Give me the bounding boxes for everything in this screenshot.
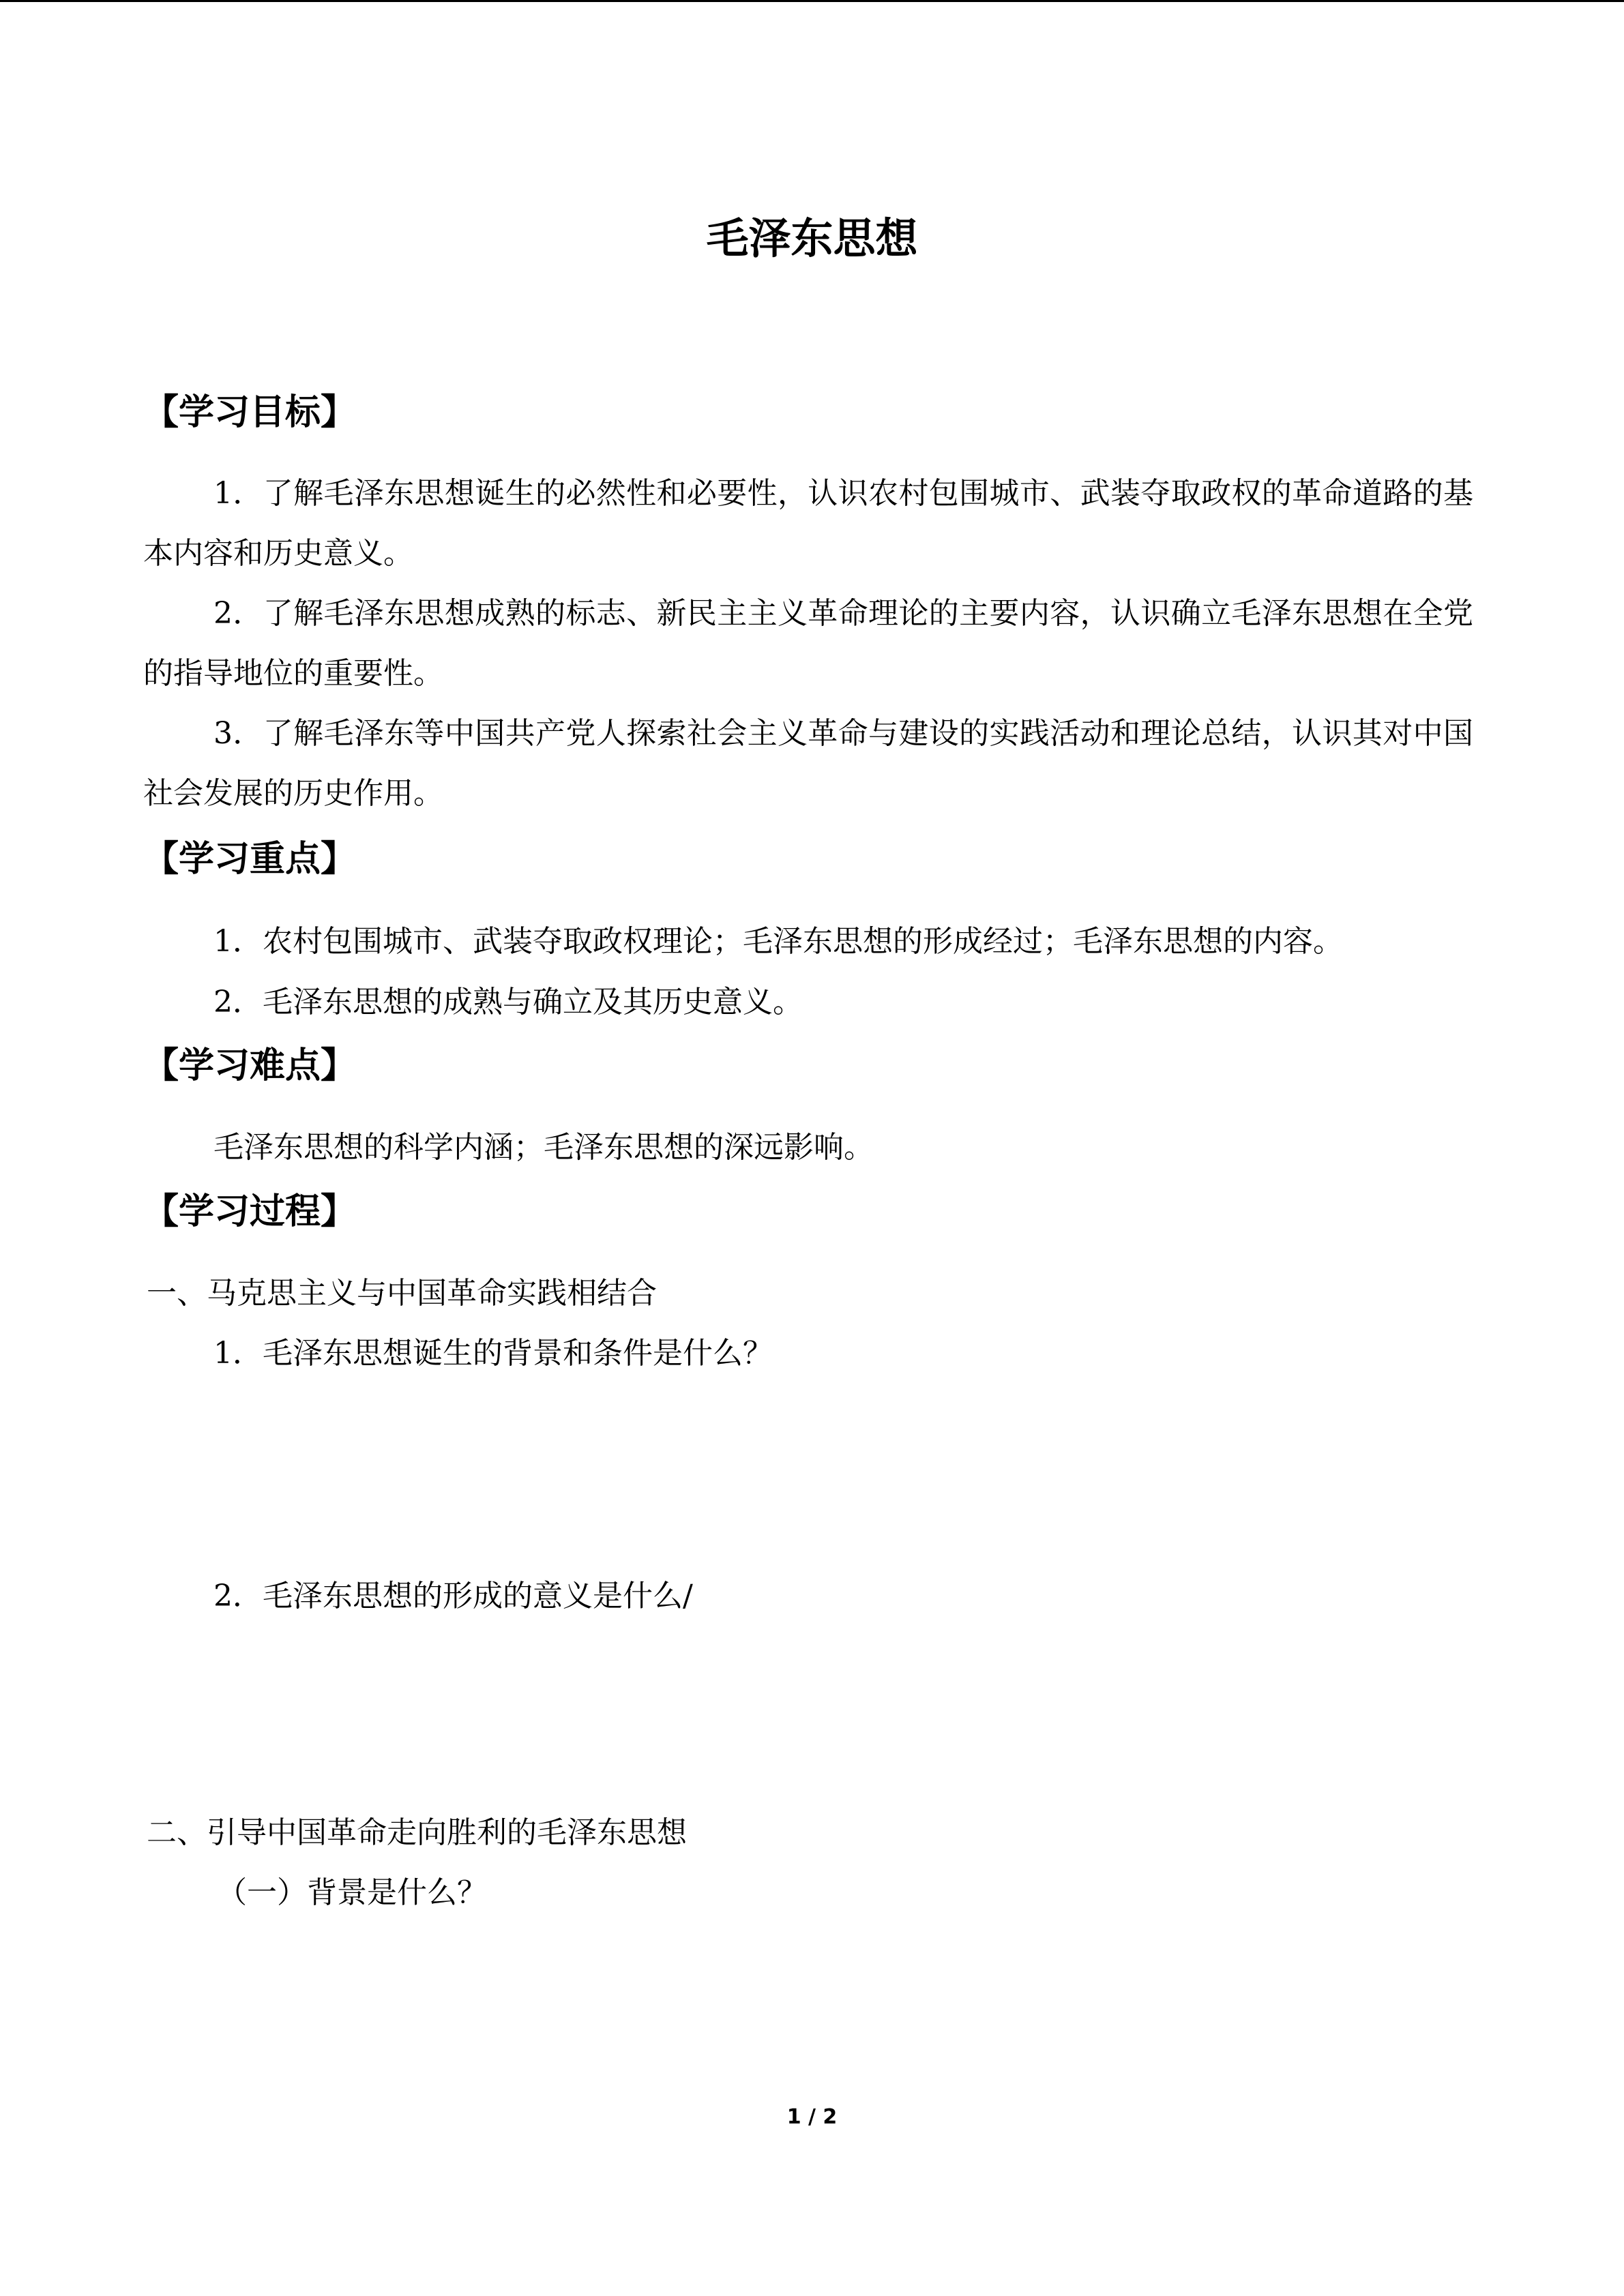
heading-objectives: 【学习目标】 xyxy=(143,392,357,433)
page-title: 毛泽东思想 xyxy=(706,213,918,263)
difficulties-text: 毛泽东思想的科学内涵；毛泽东思想的深远影响。 xyxy=(213,1130,874,1165)
process-question-1: 1．毛泽东思想诞生的背景和条件是什么？ xyxy=(213,1336,773,1371)
process-part2-title: 二、引导中国革命走向胜利的毛泽东思想 xyxy=(147,1815,687,1850)
heading-process: 【学习过程】 xyxy=(143,1191,357,1232)
process-question-2: 2．毛泽东思想的形成的意义是什么/ xyxy=(213,1579,693,1613)
page-number: 1 / 2 xyxy=(786,2105,838,2129)
heading-key-points: 【学习重点】 xyxy=(143,839,357,880)
top-border-line xyxy=(0,0,1624,2)
process-part2-sub1: （一）背景是什么？ xyxy=(217,1875,487,1910)
objective-item-2: 2．了解毛泽东思想成熟的标志、新民主主义革命理论的主要内容，认识确立毛泽东思想在全党的指导地位的重要性。 xyxy=(143,596,1473,691)
key-point-item-2: 2．毛泽东思想的成熟与确立及其历史意义。 xyxy=(213,985,803,1019)
objective-item-3: 3．了解毛泽东等中国共产党人探索社会主义革命与建设的实践活动和理论总结，认识其对中国社会发展的历史作用。 xyxy=(143,716,1473,811)
key-point-item-1: 1．农村包围城市、武装夺取政权理论；毛泽东思想的形成经过；毛泽东思想的内容。 xyxy=(213,924,1343,959)
process-part1-title: 一、马克思主义与中国革命实践相结合 xyxy=(147,1276,657,1311)
heading-difficulties: 【学习难点】 xyxy=(143,1045,357,1086)
objective-item-1: 1．了解毛泽东思想诞生的必然性和必要性，认识农村包围城市、武装夺取政权的革命道路的基本内容和历史意义。 xyxy=(143,476,1473,571)
